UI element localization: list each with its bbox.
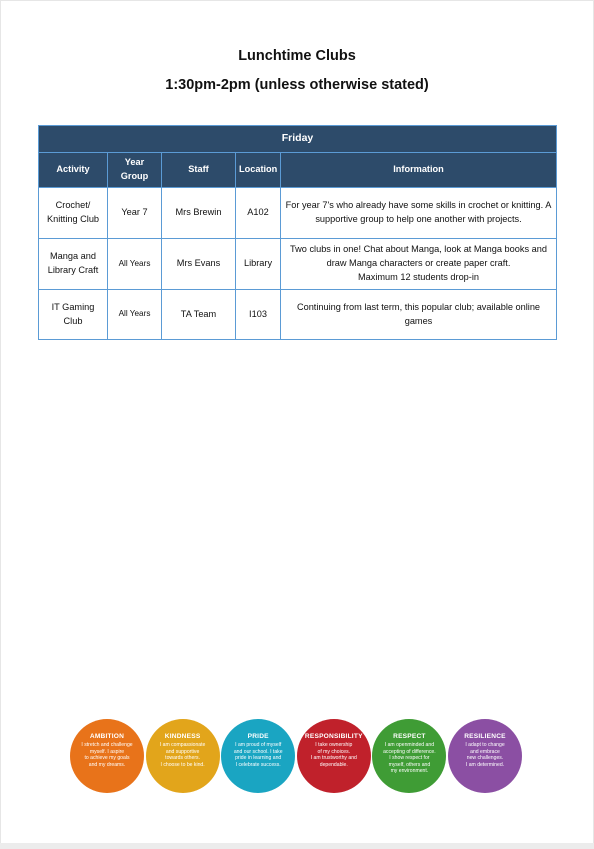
value-circle-kindness	[146, 719, 220, 793]
activity-cell	[39, 239, 108, 290]
value-name: KINDNESS	[164, 733, 201, 740]
information-cell	[281, 239, 557, 290]
page-subtitle: 1:30pm-2pm (unless otherwise stated)	[165, 77, 429, 93]
value-description: I adapt to change and embrace new challenges. I am determined.	[465, 742, 505, 768]
activity-line: Library Craft	[47, 265, 99, 275]
value-description: I am compassionate and supportive towards others. I choose to be kind.	[159, 742, 206, 768]
value-name: RESPECT	[393, 733, 426, 740]
table-row	[39, 239, 557, 290]
value-circle-responsibility	[297, 719, 371, 793]
value-description: I take ownership of my choices. I am trustworthy and dependable.	[310, 742, 357, 768]
location-cell: I103	[236, 290, 281, 340]
column-header-location: Location	[236, 153, 281, 188]
school-values-strip	[70, 719, 522, 793]
year-group-cell: All Years	[108, 290, 162, 340]
staff-cell: Mrs Evans	[162, 239, 236, 290]
information-line: For year 7's who already have some skills in crochet or knitting. A	[285, 200, 552, 211]
activity-cell	[39, 188, 108, 239]
value-description: I am openminded and accepting of difference. I show respect for myself, others and my environment.	[383, 742, 436, 775]
day-header: Friday	[39, 126, 557, 153]
value-circle-ambition	[70, 719, 144, 793]
value-name: RESPONSIBILITY	[304, 733, 363, 740]
value-name: RESILIENCE	[464, 733, 506, 740]
information-cell	[281, 290, 557, 340]
location-cell: Library	[236, 239, 281, 290]
value-circle-pride	[221, 719, 295, 793]
clubs-table	[38, 125, 557, 340]
information-line: supportive group to help one another with projects.	[315, 214, 522, 224]
column-header-row	[39, 153, 557, 188]
staff-cell: Mrs Brewin	[162, 188, 236, 239]
page-bottom-bar	[0, 843, 594, 849]
information-line: Maximum 12 students drop-in	[357, 271, 480, 282]
value-description: I stretch and challenge myself. I aspire to achieve my goals and my dreams.	[81, 742, 133, 768]
year-group-cell: Year 7	[108, 188, 162, 239]
value-name: PRIDE	[247, 733, 269, 740]
day-header-row	[39, 126, 557, 153]
staff-cell: TA Team	[162, 290, 236, 340]
activity-cell	[39, 290, 108, 340]
column-header-year-group: Year Group	[108, 153, 162, 188]
value-circle-resilience	[448, 719, 522, 793]
value-name: AMBITION	[89, 733, 125, 740]
information-line: Continuing from last term, this popular club; available online	[296, 301, 541, 312]
column-header-staff: Staff	[162, 153, 236, 188]
table-row	[39, 290, 557, 340]
table-row	[39, 188, 557, 239]
information-cell	[281, 188, 557, 239]
information-line: Two clubs in one! Chat about Manga, look at Manga books and	[290, 244, 547, 255]
year-group-cell: All Years	[108, 239, 162, 290]
location-cell: A102	[236, 188, 281, 239]
value-description: I am proud of myself and our school. I take pride in learning and I celebrate success.	[233, 742, 283, 768]
activity-line: Manga and	[50, 251, 96, 262]
activity-line: IT Gaming Club	[51, 301, 95, 326]
column-header-information: Information	[281, 153, 557, 188]
column-header-activity: Activity	[39, 153, 108, 188]
activity-line: Crochet/	[55, 200, 91, 211]
page-title: Lunchtime Clubs	[238, 48, 356, 64]
value-circle-respect	[372, 719, 446, 793]
information-line: games	[404, 315, 433, 326]
activity-line: Knitting Club	[46, 214, 100, 224]
information-line: draw Manga characters or create paper craft.	[326, 258, 511, 269]
